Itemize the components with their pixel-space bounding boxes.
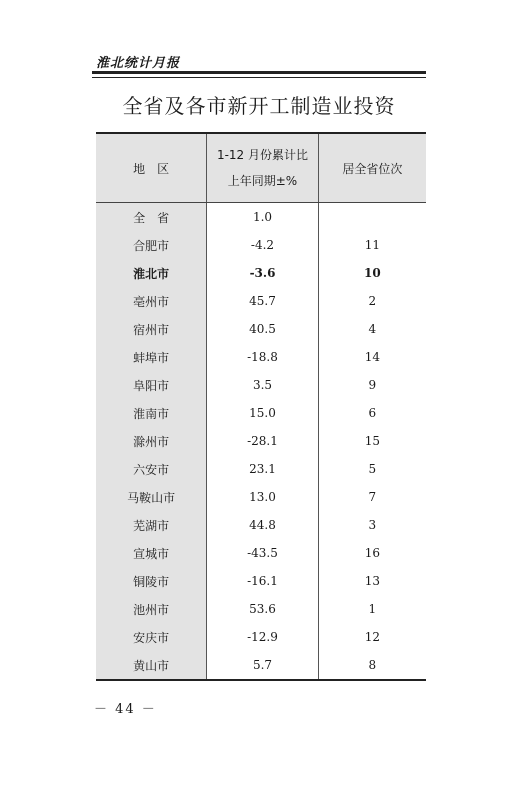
cell-rank: 4: [318, 315, 426, 343]
table-row: [96, 343, 426, 371]
cell-rank: 7: [318, 483, 426, 511]
table-bottom-rule: [96, 679, 426, 681]
table-row: [96, 315, 426, 343]
header-region: 地 区: [96, 134, 207, 202]
cell-rank: 8: [318, 651, 426, 679]
cell-growth: 44.8: [206, 511, 317, 539]
cell-growth: 45.7: [206, 287, 317, 315]
cell-growth: 53.6: [206, 595, 317, 623]
cell-rank: 2: [318, 287, 426, 315]
page-title: 全省及各市新开工制造业投资: [122, 94, 396, 118]
cell-rank: 1: [318, 595, 426, 623]
cell-rank: 15: [318, 427, 426, 455]
cell-growth: 13.0: [206, 483, 317, 511]
page-number: － 44 －: [94, 702, 157, 717]
cell-growth: -16.1: [206, 567, 317, 595]
investment-table: [96, 132, 426, 681]
header-growth-line1: 1-12 月份累计比: [216, 148, 309, 162]
cell-growth: 5.7: [206, 651, 317, 679]
cell-rank: 10: [318, 259, 426, 287]
cell-rank: 5: [318, 455, 426, 483]
table-row: [96, 231, 426, 259]
cell-region: 芜湖市: [96, 511, 206, 539]
table-row: [96, 511, 426, 539]
cell-region: 全 省: [96, 203, 206, 231]
header-rule-thick: [92, 71, 426, 74]
cell-growth: 40.5: [206, 315, 317, 343]
cell-rank: 16: [318, 539, 426, 567]
table-row: [96, 483, 426, 511]
cell-region: 马鞍山市: [96, 483, 206, 511]
table-row: [96, 203, 426, 231]
cell-region: 六安市: [96, 455, 206, 483]
table-row: [96, 595, 426, 623]
cell-rank: 9: [318, 371, 426, 399]
table-row: [96, 287, 426, 315]
table-row: [96, 259, 426, 287]
cell-region: 滁州市: [96, 427, 206, 455]
cell-rank: 11: [318, 231, 426, 259]
cell-rank: 6: [318, 399, 426, 427]
cell-region: 宣城市: [96, 539, 206, 567]
cell-rank: 14: [318, 343, 426, 371]
table-row: [96, 539, 426, 567]
table-row: [96, 427, 426, 455]
header-growth: [207, 134, 318, 202]
cell-growth: -43.5: [206, 539, 317, 567]
cell-growth: -3.6: [206, 259, 317, 287]
table-row: [96, 455, 426, 483]
cell-rank: 13: [318, 567, 426, 595]
cell-region: 池州市: [96, 595, 206, 623]
cell-growth: -18.8: [206, 343, 317, 371]
cell-growth: -28.1: [206, 427, 317, 455]
cell-region: 阜阳市: [96, 371, 206, 399]
header-rule-thin: [92, 77, 426, 78]
header-growth-line2: 上年同期±%: [227, 174, 298, 188]
cell-region: 宿州市: [96, 315, 206, 343]
cell-growth: 15.0: [206, 399, 317, 427]
table-row: [96, 399, 426, 427]
table-body: [96, 203, 426, 679]
table-row: [96, 651, 426, 679]
cell-region: 亳州市: [96, 287, 206, 315]
cell-region: 合肥市: [96, 231, 206, 259]
publication-title: 淮北统计月报: [96, 56, 181, 71]
cell-rank: 12: [318, 623, 426, 651]
cell-rank: [318, 203, 426, 231]
cell-region: 黄山市: [96, 651, 206, 679]
cell-growth: 3.5: [206, 371, 317, 399]
cell-region: 铜陵市: [96, 567, 206, 595]
cell-region: 蚌埠市: [96, 343, 206, 371]
header-rank: 居全省位次: [342, 161, 403, 176]
cell-region: 淮南市: [96, 399, 206, 427]
table-header: [96, 134, 426, 202]
cell-region: 淮北市: [96, 259, 206, 287]
table-row: [96, 371, 426, 399]
cell-rank: 3: [318, 511, 426, 539]
cell-growth: -4.2: [206, 231, 317, 259]
table-row: [96, 623, 426, 651]
table-row: [96, 567, 426, 595]
cell-growth: -12.9: [206, 623, 317, 651]
cell-region: 安庆市: [96, 623, 206, 651]
cell-growth: 1.0: [206, 203, 317, 231]
cell-growth: 23.1: [206, 455, 317, 483]
